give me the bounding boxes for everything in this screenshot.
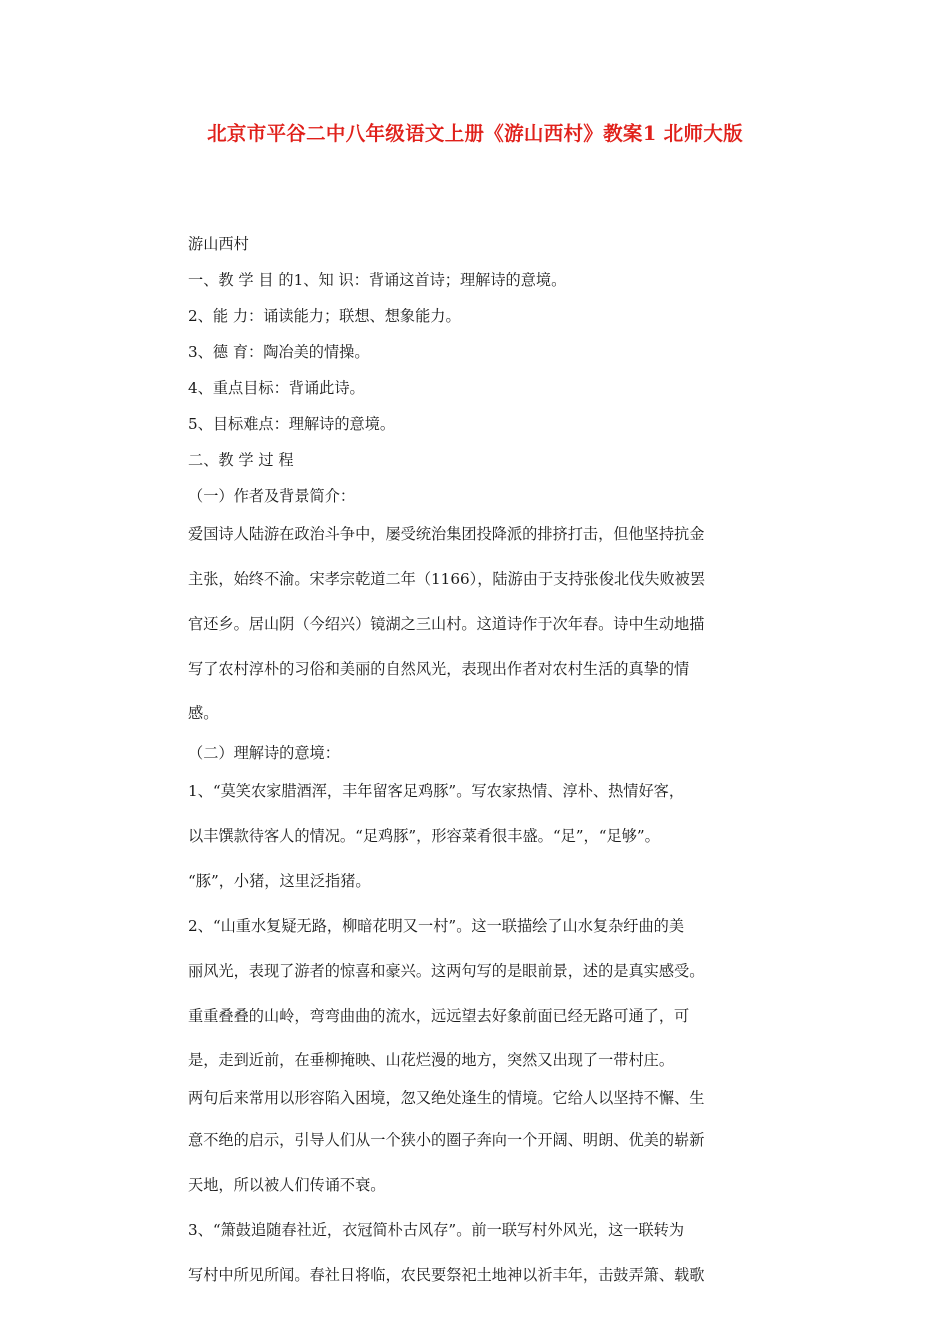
paragraph-line: 重重叠叠的山岭，弯弯曲曲的流水，远远望去好象前面已经无路可通了，可 — [188, 1007, 690, 1025]
paragraph-line: “豚”，小猪，这里泛指猪。 — [188, 872, 371, 890]
subsection-poem-meaning: （二）理解诗的意境： — [188, 744, 340, 762]
paragraph-line: 两句后来常用以形容陷入困境，忽又绝处逢生的情境。它给人以坚持不懈、生 — [188, 1089, 705, 1107]
document-title: 北京市平谷二中八年级语文上册《游山西村》教案1 北师大版 — [207, 122, 743, 145]
paragraph-line: 写村中所见所闻。春社日将临，农民要祭祀土地神以祈丰年，击鼓弄箫、载歌 — [188, 1266, 705, 1284]
paragraph-line: 1、“莫笑农家腊酒浑，丰年留客足鸡豚”。写农家热情、淳朴、热情好客， — [188, 782, 685, 800]
goal-difficulty: 5、目标难点：理解诗的意境。 — [188, 415, 396, 433]
goal-key-point: 4、重点目标：背诵此诗。 — [188, 379, 365, 397]
paragraph-line: 爱国诗人陆游在政治斗争中，屡受统治集团投降派的排挤打击，但他坚持抗金 — [188, 525, 705, 543]
paragraph-line: 官还乡。居山阴（今绍兴）镜湖之三山村。这道诗作于次年春。诗中生动地描 — [188, 615, 705, 633]
document-body — [188, 226, 788, 1300]
paragraph-line: 意不绝的启示，引导人们从一个狭小的圈子奔向一个开阔、明朗、优美的崭新 — [188, 1131, 705, 1149]
subsection-author-background: （一）作者及背景简介： — [188, 487, 356, 505]
paragraph-line: 3、“箫鼓追随春社近，衣冠简朴古风存”。前一联写村外风光，这一联转为 — [188, 1221, 685, 1239]
section-teaching-goals: 一、教 学 目 的1、知 识：背诵这首诗；理解诗的意境。 — [188, 271, 567, 289]
paragraph-line: 丽风光，表现了游者的惊喜和豪兴。这两句写的是眼前景，述的是真实感受。 — [188, 962, 705, 980]
paragraph-line: 是，走到近前，在垂柳掩映、山花烂漫的地方，突然又出现了一带村庄。 — [188, 1051, 674, 1069]
goal-ability: 2、能 力：诵读能力；联想、想象能力。 — [188, 307, 461, 325]
paragraph-line: 2、“山重水复疑无路，柳暗花明又一村”。这一联描绘了山水复杂纡曲的美 — [188, 917, 685, 935]
paragraph-line: 感。 — [188, 704, 219, 722]
paragraph-line: 以丰馔款待客人的情况。“足鸡豚”，形容菜肴很丰盛。“足”，“足够”。 — [188, 827, 660, 845]
paragraph-line: 写了农村淳朴的习俗和美丽的自然风光，表现出作者对农村生活的真挚的情 — [188, 660, 690, 678]
goal-morality: 3、德 育：陶冶美的情操。 — [188, 343, 370, 361]
paragraph-line: 主张，始终不渝。宋孝宗乾道二年（1166），陆游由于支持张俊北伐失败被罢 — [188, 570, 706, 588]
paragraph-line: 天地，所以被人们传诵不衰。 — [188, 1176, 386, 1194]
section-teaching-process: 二、教 学 过 程 — [188, 451, 294, 469]
poem-title: 游山西村 — [188, 235, 249, 253]
